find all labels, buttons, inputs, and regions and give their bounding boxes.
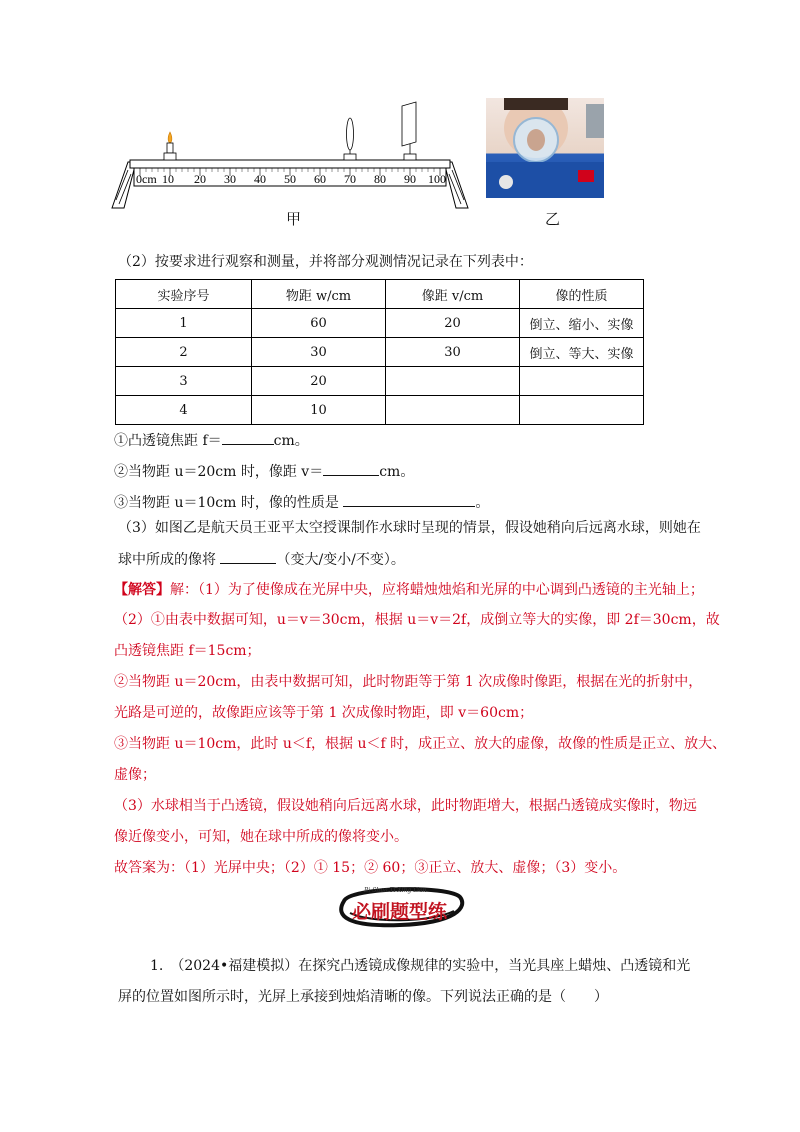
ruler-tick-30: 30 bbox=[224, 172, 236, 186]
question-3-line-2: 球中所成的像将 （变大/变小/不变）。 bbox=[118, 549, 405, 570]
table-row bbox=[116, 396, 644, 425]
sub-question-3: ③当物距 u＝10cm 时，像的性质是 。 bbox=[114, 492, 489, 513]
table-cell bbox=[386, 367, 520, 396]
banner-script: Bi Shua Ti Xing Lian bbox=[364, 887, 427, 894]
table-header: 像的性质 bbox=[520, 280, 644, 309]
candle-icon bbox=[164, 132, 176, 160]
question-2-intro: （2）按要求进行观察和测量，并将部分观测情况记录在下列表中： bbox=[118, 254, 533, 270]
question-1-line-1: 1. （2024•福建模拟）在探究凸透镜成像规律的实验中，当光具座上蜡烛、凸透镜和光 bbox=[150, 958, 691, 974]
answer-blank bbox=[343, 492, 475, 507]
table-row bbox=[116, 367, 644, 396]
answer-blank bbox=[220, 549, 276, 564]
ruler-tick-100: 100 bbox=[428, 172, 446, 186]
table-row bbox=[116, 338, 644, 367]
answer-blank bbox=[323, 461, 379, 476]
answer-line-2: （2）①由表中数据可知，u＝v＝30cm，根据 u＝v＝2f，成倒立等大的实像，即 2f＝30cm，故 bbox=[114, 612, 720, 628]
table-cell bbox=[520, 367, 644, 396]
section-banner bbox=[330, 883, 470, 929]
sub-question-1: ①凸透镜焦距 f＝ cm。 bbox=[114, 430, 309, 451]
observation-table bbox=[115, 279, 644, 425]
convex-lens-icon bbox=[344, 118, 356, 160]
table-cell: 4 bbox=[116, 396, 252, 425]
astronaut-water-ball-photo bbox=[486, 98, 604, 198]
ruler-tick-20: 20 bbox=[194, 172, 206, 186]
table-cell: 2 bbox=[116, 338, 252, 367]
ruler-tick-50: 50 bbox=[284, 172, 296, 186]
table-cell: 30 bbox=[252, 338, 386, 367]
table-cell: 30 bbox=[386, 338, 520, 367]
table-cell: 60 bbox=[252, 309, 386, 338]
table-row bbox=[116, 309, 644, 338]
answer-blank bbox=[222, 430, 274, 445]
answer-line-3: 凸透镜焦距 f＝15cm； bbox=[114, 643, 261, 659]
table-cell: 1 bbox=[116, 309, 252, 338]
table-cell: 倒立、缩小、实像 bbox=[520, 309, 644, 338]
light-screen-icon bbox=[402, 102, 416, 160]
table-cell bbox=[386, 396, 520, 425]
ruler-tick-10: 10 bbox=[162, 172, 174, 186]
ruler-tick-70: 70 bbox=[344, 172, 356, 186]
final-answer: 故答案为：（1）光屏中央；（2）① 15；② 60；③正立、放大、虚像；（3）变小。 bbox=[114, 860, 627, 876]
table-header: 实验序号 bbox=[116, 280, 252, 309]
answer-tag: 【解答】 bbox=[114, 582, 170, 598]
table-cell: 10 bbox=[252, 396, 386, 425]
table-cell: 3 bbox=[116, 367, 252, 396]
figure-label-jia: 甲 bbox=[286, 210, 302, 228]
ruler-tick-60: 60 bbox=[314, 172, 326, 186]
answer-line-6: ③当物距 u＝10cm，此时 u＜f，根据 u＜f 时，成正立、放大的虚像，故像的性质是正立、放大、 bbox=[114, 736, 727, 752]
ruler-tick-80: 80 bbox=[374, 172, 386, 186]
table-cell: 20 bbox=[386, 309, 520, 338]
question-1-line-2: 屏的位置如图所示时，光屏上承接到烛焰清晰的像。下列说法正确的是（ ） bbox=[118, 989, 608, 1005]
table-header: 像距 v/cm bbox=[386, 280, 520, 309]
table-cell bbox=[520, 396, 644, 425]
ruler-tick-90: 90 bbox=[404, 172, 416, 186]
answer-line-9: 像近像变小，可知，她在球中所成的像将变小。 bbox=[114, 829, 408, 845]
answer-line-8: （3）水球相当于凸透镜，假设她稍向后远离水球，此时物距增大，根据凸透镜成实像时，物远 bbox=[114, 798, 697, 814]
table-header: 物距 w/cm bbox=[252, 280, 386, 309]
answer-line-1: 【解答】解：（1）为了使像成在光屏中央，应将蜡烛烛焰和光屏的中心调到凸透镜的主光轴上； bbox=[114, 582, 704, 598]
table-cell: 20 bbox=[252, 367, 386, 396]
question-3-line-1: （3）如图乙是航天员王亚平太空授课制作水球时呈现的情景，假设她稍向后远离水球，则她在 bbox=[118, 520, 701, 536]
table-cell: 倒立、等大、实像 bbox=[520, 338, 644, 367]
answer-line-7: 虚像； bbox=[114, 767, 156, 783]
answer-line-5: 光路是可逆的，故像距应该等于第 1 次成像时物距，即 v＝60cm； bbox=[114, 705, 534, 721]
sub-question-2: ②当物距 u＝20cm 时，像距 v＝ cm。 bbox=[114, 461, 414, 482]
ruler-tick-0: 0cm bbox=[136, 172, 157, 186]
answer-line-4: ②当物距 u＝20cm，由表中数据可知，此时物距等于第 1 次成像时像距，根据在光的折射中， bbox=[114, 674, 703, 690]
figure-label-yi: 乙 bbox=[545, 210, 561, 228]
ruler-tick-40: 40 bbox=[254, 172, 266, 186]
optical-bench-figure bbox=[110, 100, 470, 210]
table-header-row bbox=[116, 280, 644, 309]
banner-title: 必刷题型练 bbox=[352, 901, 448, 923]
